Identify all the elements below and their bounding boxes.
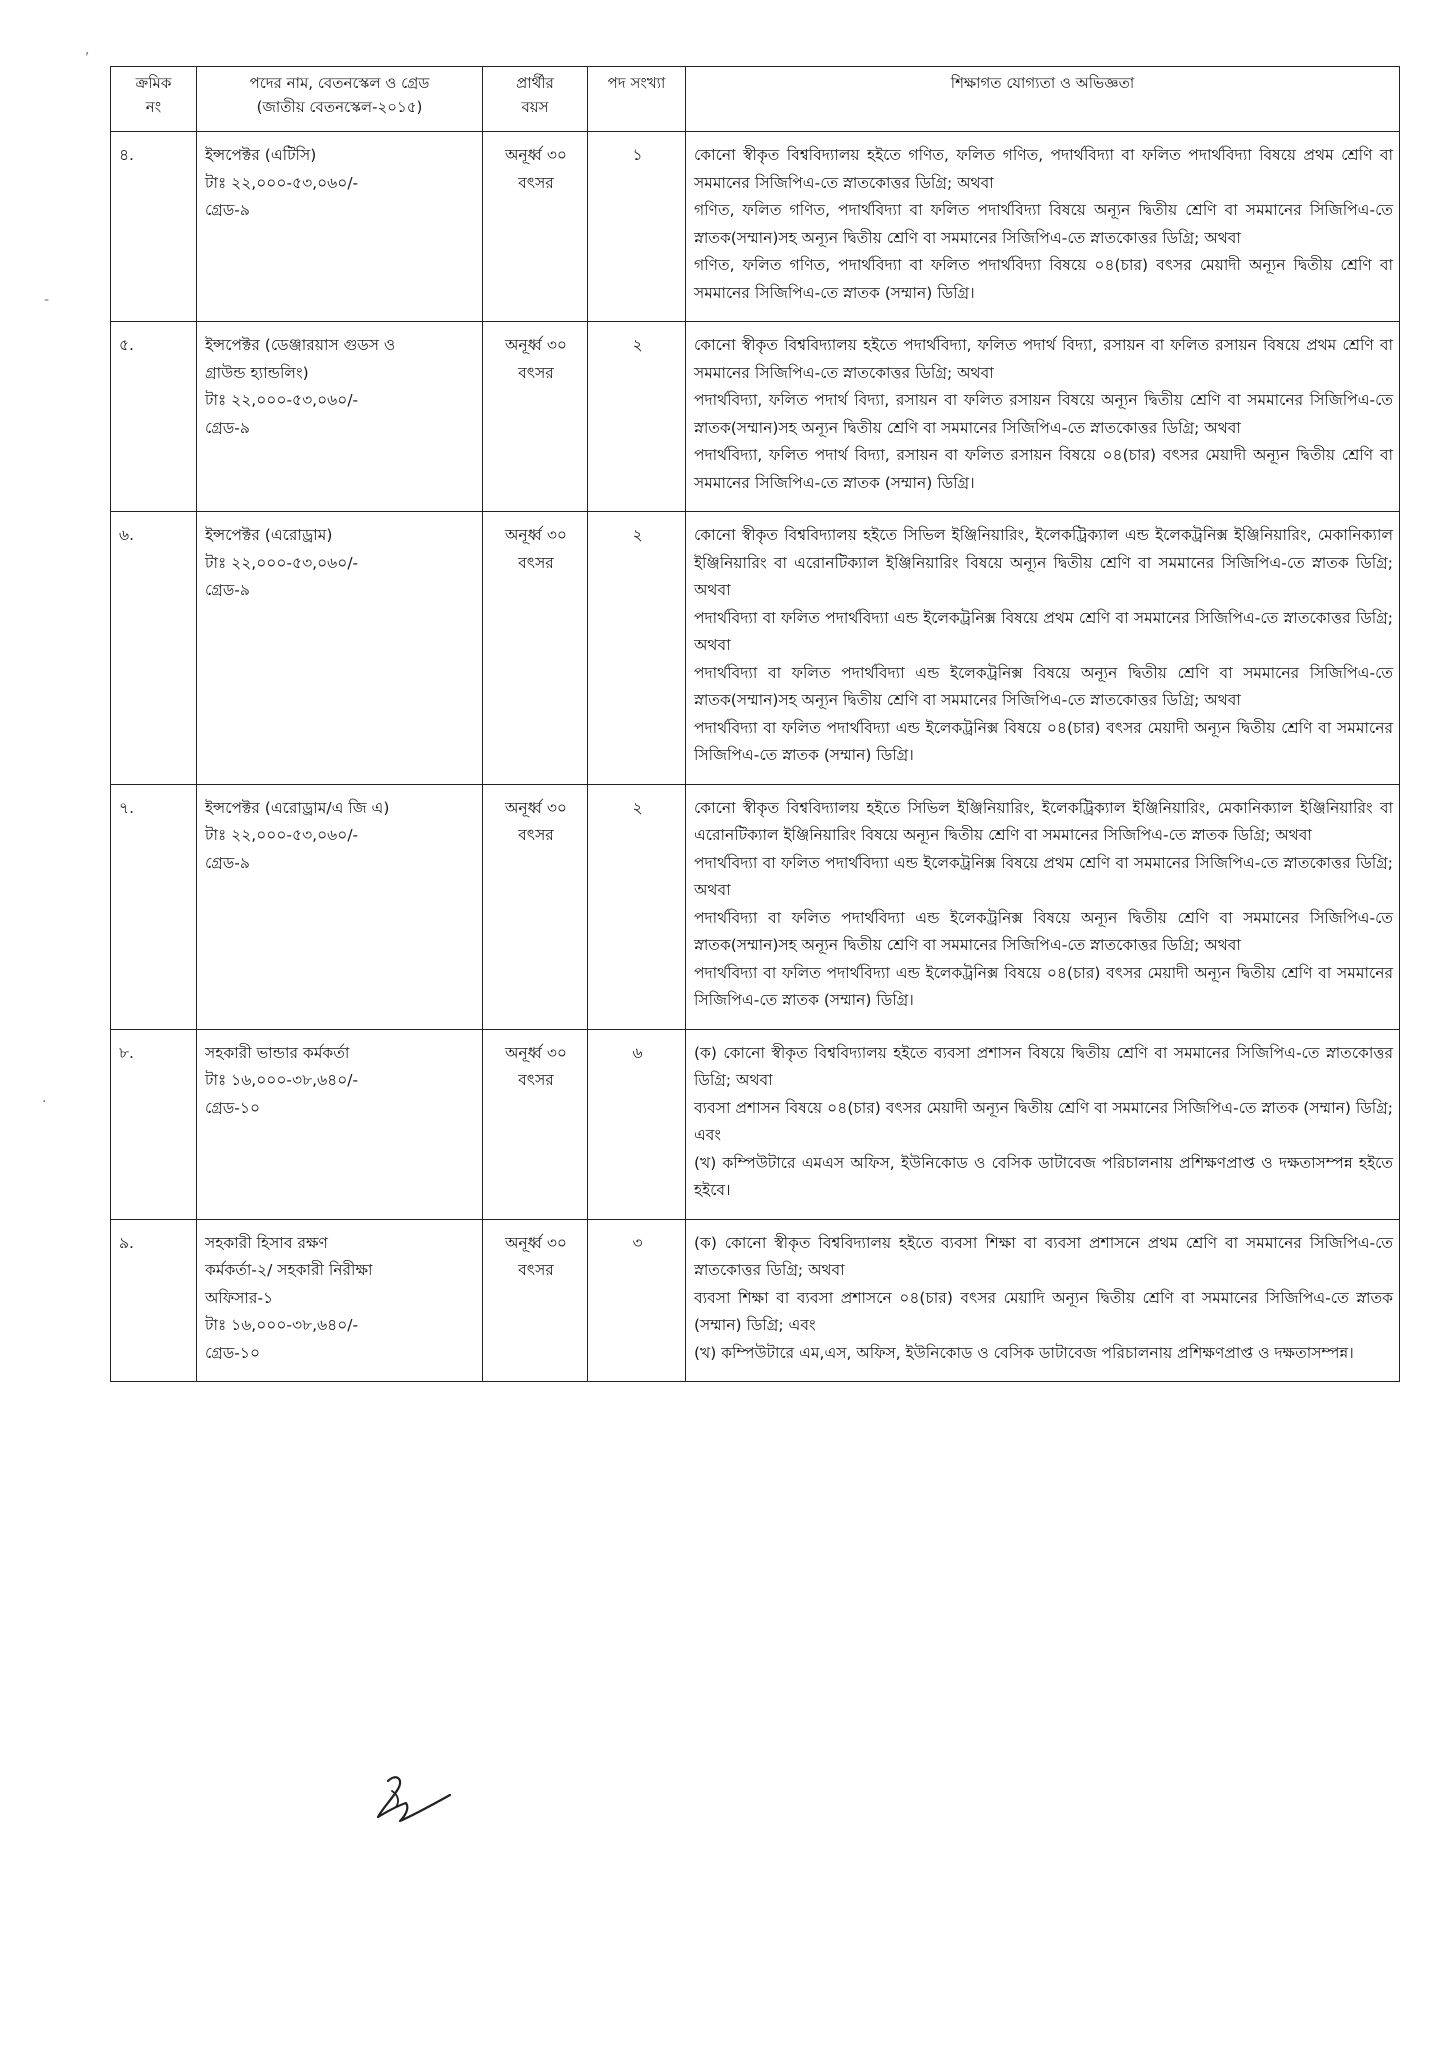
cell-count: ৩ (588, 1219, 686, 1382)
post-line: গ্রাউন্ড হ্যান্ডলিং) (205, 363, 309, 382)
qualification-paragraph: ব্যবসা শিক্ষা বা ব্যবসা প্রশাসনে ০৪(চার) বৎসর মেয়াদি অন্যূন দ্বিতীয় শ্রেণি বা সমমানের সিজিপিএ-তে স্নাতক (সম্মান) ডিগ্রি; এবং (694, 1288, 1393, 1334)
header-serial: ক্রমিক নং (111, 67, 197, 132)
post-line: টাঃ ২২,০০০-৫৩,০৬০/- (205, 173, 359, 192)
post-line: অফিসার-১ (205, 1288, 274, 1307)
qualification-paragraph: পদার্থবিদ্যা বা ফলিত পদার্থবিদ্যা এন্ড ইলেকট্রনিক্স বিষয়ে ০৪(চার) বৎসর মেয়াদী অন্যূন দ্বিতীয় শ্রেণি বা সমমানের সিজিপিএ-তে স্নাতক (সম্মান) ডিগ্রি। (694, 963, 1393, 1009)
qualification-paragraph: পদার্থবিদ্যা বা ফলিত পদার্থবিদ্যা এন্ড ইলেকট্রনিক্স বিষয়ে অন্যূন দ্বিতীয় শ্রেণি বা সমমানের সিজিপিএ-তে স্নাতক(সম্মান)সহ অন্যূন দ্বিতীয় শ্রেণি বা সমমানের সিজিপিএ-তে স্নাতকোত্তর ডিগ্রি; অথবা (694, 908, 1393, 954)
cell-post (197, 784, 483, 1029)
age-line: বৎসর (518, 1261, 554, 1279)
post-line: গ্রেড-৯ (205, 418, 250, 437)
qualification-paragraph: (ক) কোনো স্বীকৃত বিশ্ববিদ্যালয় হইতে ব্যবসা শিক্ষা বা ব্যবসা প্রশাসনে প্রথম শ্রেণি বা সমমানের সিজিপিএ-তে স্নাতকোত্তর ডিগ্রি; অথবা (694, 1233, 1393, 1279)
cell-qualification (686, 322, 1400, 512)
signature-icon (370, 1765, 480, 1835)
qualification-paragraph: (খ) কম্পিউটারে এম,এস, অফিস, ইউনিকোড ও বেসিক ডাটাবেজ পরিচালনায় প্রশিক্ষণপ্রাপ্ত ও দক্ষতাসম্পন্ন। (694, 1343, 1354, 1362)
header-qualification: শিক্ষাগত যোগ্যতা ও অভিজ্ঞতা (686, 67, 1400, 132)
qualification-paragraph: পদার্থবিদ্যা বা ফলিত পদার্থবিদ্যা এন্ড ইলেকট্রনিক্স বিষয়ে অন্যূন দ্বিতীয় শ্রেণি বা সমমানের সিজিপিএ-তে স্নাতক(সম্মান)সহ অন্যূন দ্বিতীয় শ্রেণি বা সমমানের সিজিপিএ-তে স্নাতকোত্তর ডিগ্রি; অথবা (694, 663, 1393, 709)
cell-count: ২ (588, 512, 686, 785)
post-line: সহকারী ভান্ডার কর্মকর্তা (205, 1043, 350, 1062)
cell-post (197, 1029, 483, 1219)
post-line: গ্রেড-৯ (205, 201, 250, 219)
post-line: গ্রেড-৯ (205, 853, 250, 872)
table-row (111, 1219, 1400, 1382)
age-line: অনূর্ধ্ব ৩০ (504, 798, 568, 817)
header-post: পদের নাম, বেতনস্কেল ও গ্রেড (জাতীয় বেতনস্কেল-২০১৫) (197, 67, 483, 132)
cell-qualification (686, 1029, 1400, 1219)
qualification-paragraph: (খ) কম্পিউটারে এমএস অফিস, ইউনিকোড ও বেসিক ডাটাবেজ পরিচালনায় প্রশিক্ষণপ্রাপ্ত ও দক্ষতাসম্পন্ন হইতে হইবে। (694, 1153, 1393, 1199)
post-line: টাঃ ১৬,০০০-৩৮,৬৪০/- (205, 1071, 359, 1089)
post-line: টাঃ ২২,০০০-৫৩,০৬০/- (205, 391, 359, 409)
cell-serial: ৫. (111, 322, 197, 512)
cell-post (197, 322, 483, 512)
qualification-paragraph: কোনো স্বীকৃত বিশ্ববিদ্যালয় হইতে সিভিল ইঞ্জিনিয়ারিং, ইলেকট্রিক্যাল ইঞ্জিনিয়ারিং, মেকানিক্যাল ইঞ্জিনিয়ারিং বা এরোনটিক্যাল ইঞ্জিনিয়ারিং বিষয়ে অন্যূন দ্বিতীয় শ্রেণি বা সমমানের সিজিপিএ-তে স্নাতক ডিগ্রি; অথবা (694, 798, 1393, 844)
cell-age (483, 512, 588, 785)
cell-age (483, 322, 588, 512)
age-line: বৎসর (518, 553, 554, 572)
cell-serial: ৬. (111, 512, 197, 785)
post-line: গ্রেড-৯ (205, 581, 250, 599)
qualification-paragraph: গণিত, ফলিত গণিত, পদার্থবিদ্যা বা ফলিত পদার্থবিদ্যা বিষয়ে ০৪(চার) বৎসর মেয়াদী অন্যূন দ্বিতীয় শ্রেণি বা সমমানের সিজিপিএ-তে স্নাতক (সম্মান) ডিগ্রি। (694, 256, 1393, 302)
post-line: গ্রেড-১০ (205, 1343, 261, 1362)
cell-serial: ৯. (111, 1219, 197, 1382)
qualification-paragraph: গণিত, ফলিত গণিত, পদার্থবিদ্যা বা ফলিত পদার্থবিদ্যা বিষয়ে অন্যূন দ্বিতীয় শ্রেণি বা সমমানের সিজিপিএ-তে স্নাতক(সম্মান)সহ অন্যূন দ্বিতীয় শ্রেণি বা সমমানের সিজিপিএ-তে স্নাতকোত্তর ডিগ্রি; অথবা (694, 201, 1393, 247)
age-line: বৎসর (518, 173, 554, 192)
qualification-paragraph: কোনো স্বীকৃত বিশ্ববিদ্যালয় হইতে সিভিল ইঞ্জিনিয়ারিং, ইলেকট্রিক্যাল এন্ড ইলেকট্রনিক্স ইঞ্জিনিয়ারিং, মেকানিক্যাল ইঞ্জিনিয়ারিং বা এরোনটিক্যাল ইঞ্জিনিয়ারিং বিষয়ে অন্যূন দ্বিতীয় শ্রেণি বা সমমানের সিজিপিএ-তে স্নাতক ডিগ্রি; অথবা (694, 526, 1393, 599)
table-row (111, 322, 1400, 512)
qualification-paragraph: (ক) কোনো স্বীকৃত বিশ্ববিদ্যালয় হইতে ব্যবসা প্রশাসন বিষয়ে দ্বিতীয় শ্রেণি বা সমমানের সিজিপিএ-তে স্নাতকোত্তর ডিগ্রি; অথবা (694, 1043, 1393, 1089)
age-line: অনূর্ধ্ব ৩০ (504, 1043, 568, 1062)
age-line: বৎসর (518, 1071, 554, 1089)
post-line: ইন্সপেক্টর (এরোড্রাম) (205, 526, 333, 544)
qualification-paragraph: কোনো স্বীকৃত বিশ্ববিদ্যালয় হইতে পদার্থবিদ্যা, ফলিত পদার্থ বিদ্যা, রসায়ন বা ফলিত রসায়ন বিষয়ে প্রথম শ্রেণি বা সমমানের সিজিপিএ-তে স্নাতকোত্তর ডিগ্রি; অথবা (694, 336, 1393, 382)
table-row (111, 1029, 1400, 1219)
header-age: প্রার্থীর বয়স (483, 67, 588, 132)
cell-count: ১ (588, 132, 686, 322)
cell-post (197, 132, 483, 322)
post-line: সহকারী হিসাব রক্ষণ (205, 1233, 328, 1252)
cell-age (483, 132, 588, 322)
cell-count: ৬ (588, 1029, 686, 1219)
post-line: কর্মকর্তা-২/ সহকারী নিরীক্ষা (205, 1261, 373, 1279)
table-row (111, 512, 1400, 785)
post-line: টাঃ ১৬,০০০-৩৮,৬৪০/- (205, 1316, 359, 1334)
cell-qualification (686, 512, 1400, 785)
qualification-paragraph: পদার্থবিদ্যা বা ফলিত পদার্থবিদ্যা এন্ড ইলেকট্রনিক্স বিষয়ে প্রথম শ্রেণি বা সমমানের সিজিপিএ-তে স্নাতকোত্তর ডিগ্রি; অথবা (694, 608, 1393, 654)
cell-serial: ৮. (111, 1029, 197, 1219)
cell-post (197, 1219, 483, 1382)
post-line: টাঃ ২২,০০০-৫৩,০৬০/- (205, 553, 359, 572)
table-row (111, 132, 1400, 322)
age-line: অনূর্ধ্ব ৩০ (504, 146, 568, 164)
qualification-paragraph: ব্যবসা প্রশাসন বিষয়ে ০৪(চার) বৎসর মেয়াদী অন্যূন দ্বিতীয় শ্রেণি বা সমমানের সিজিপিএ-তে স্নাতক (সম্মান) ডিগ্রি; এবং (694, 1098, 1393, 1144)
qualification-paragraph: পদার্থবিদ্যা, ফলিত পদার্থ বিদ্যা, রসায়ন বা ফলিত রসায়ন বিষয়ে অন্যূন দ্বিতীয় শ্রেণি বা সমমানের সিজিপিএ-তে স্নাতক(সম্মান)সহ অন্যূন দ্বিতীয় শ্রেণি বা সমমানের সিজিপিএ-তে স্নাতকোত্তর ডিগ্রি; অথবা (694, 391, 1393, 437)
qualification-paragraph: পদার্থবিদ্যা বা ফলিত পদার্থবিদ্যা এন্ড ইলেকট্রনিক্স বিষয়ে ০৪(চার) বৎসর মেয়াদী অন্যূন দ্বিতীয় শ্রেণি বা সমমানের সিজিপিএ-তে স্নাতক (সম্মান) ডিগ্রি। (694, 718, 1393, 764)
table-row (111, 784, 1400, 1029)
cell-count: ২ (588, 322, 686, 512)
cell-age (483, 1029, 588, 1219)
scan-mark: , (85, 42, 90, 58)
age-line: অনূর্ধ্ব ৩০ (504, 1233, 568, 1252)
table-header-row (111, 67, 1400, 132)
cell-post (197, 512, 483, 785)
post-line: ইন্সপেক্টর (এরোড্রাম/এ জি এ) (205, 798, 390, 817)
qualification-paragraph: কোনো স্বীকৃত বিশ্ববিদ্যালয় হইতে গণিত, ফলিত গণিত, পদার্থবিদ্যা বা ফলিত পদার্থবিদ্যা বিষয়ে প্রথম শ্রেণি বা সমমানের সিজিপিএ-তে স্নাতকোত্তর ডিগ্রি; অথবা (694, 146, 1393, 192)
post-line: ইন্সপেক্টর (এটিসি) (205, 146, 317, 164)
scan-mark: - (44, 292, 50, 308)
job-requirements-table (110, 66, 1400, 1382)
cell-serial: ৪. (111, 132, 197, 322)
qualification-paragraph: পদার্থবিদ্যা, ফলিত পদার্থ বিদ্যা, রসায়ন বা ফলিত রসায়ন বিষয়ে ০৪(চার) বৎসর মেয়াদী অন্যূন দ্বিতীয় শ্রেণি বা সমমানের সিজিপিএ-তে স্নাতক (সম্মান) ডিগ্রি। (694, 446, 1393, 492)
cell-qualification (686, 132, 1400, 322)
cell-age (483, 1219, 588, 1382)
cell-qualification (686, 1219, 1400, 1382)
cell-serial: ৭. (111, 784, 197, 1029)
cell-age (483, 784, 588, 1029)
age-line: বৎসর (518, 363, 554, 382)
header-count: পদ সংখ্যা (588, 67, 686, 132)
age-line: বৎসর (518, 826, 554, 844)
post-line: ইন্সপেক্টর (ডেঞ্জারয়াস গুডস ও (205, 336, 396, 354)
scan-mark: . (42, 1090, 47, 1106)
age-line: অনূর্ধ্ব ৩০ (504, 526, 568, 544)
age-line: অনূর্ধ্ব ৩০ (504, 336, 568, 354)
post-line: গ্রেড-১০ (205, 1098, 261, 1117)
cell-count: ২ (588, 784, 686, 1029)
post-line: টাঃ ২২,০০০-৫৩,০৬০/- (205, 826, 359, 844)
cell-qualification (686, 784, 1400, 1029)
qualification-paragraph: পদার্থবিদ্যা বা ফলিত পদার্থবিদ্যা এন্ড ইলেকট্রনিক্স বিষয়ে প্রথম শ্রেণি বা সমমানের সিজিপিএ-তে স্নাতকোত্তর ডিগ্রি; অথবা (694, 853, 1393, 899)
